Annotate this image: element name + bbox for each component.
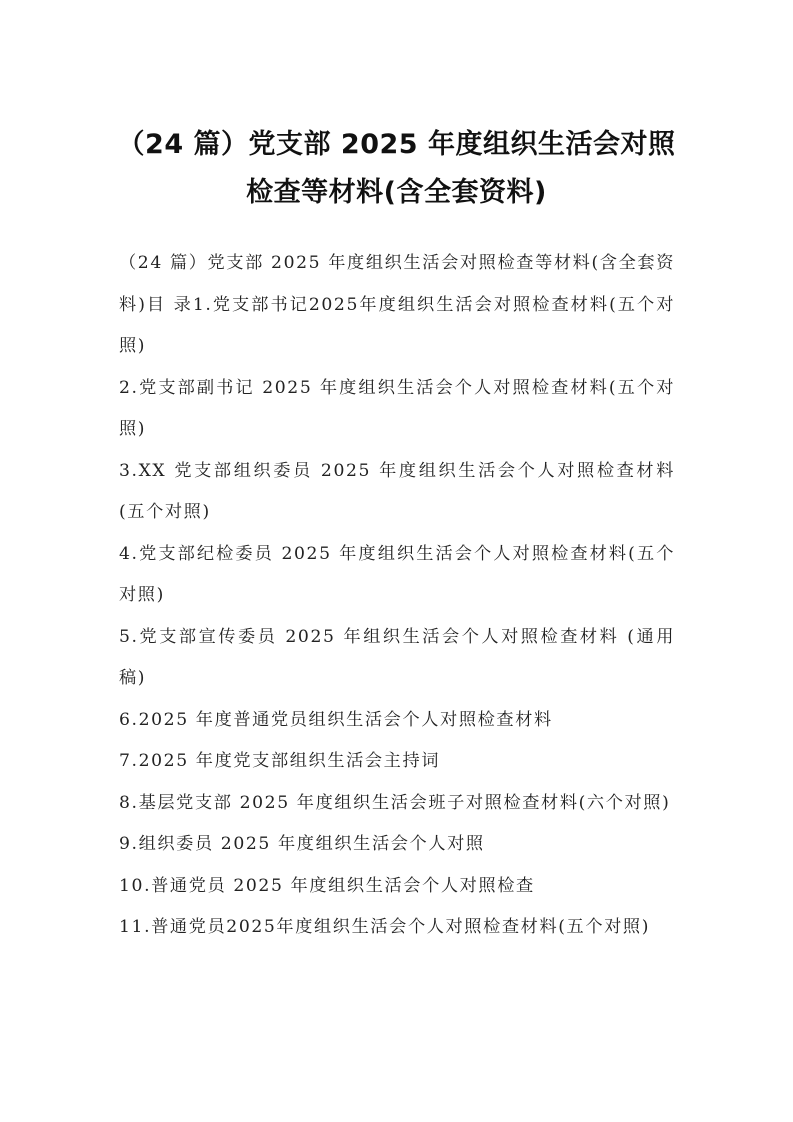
list-item: 3.XX 党支部组织委员 2025 年度组织生活会个人对照检查材料(五个对照) (119, 460, 675, 522)
list-item: 11.普通党员2025年度组织生活会个人对照检查材料(五个对照) (119, 917, 650, 937)
list-item: 9.组织委员 2025 年度组织生活会个人对照 (119, 834, 485, 854)
document-title-line-1: （24 篇）党支部 2025 年度组织生活会对照 (117, 129, 676, 160)
list-item: 6.2025 年度普通党员组织生活会个人对照检查材料 (119, 709, 553, 730)
document-body (119, 243, 675, 949)
document-title-line-2: 检查等材料(含全套资料) (246, 177, 547, 208)
list-item: 10.普通党员 2025 年度组织生活会个人对照检查 (119, 875, 535, 896)
list-item: 7.2025 年度党支部组织生活会主持词 (119, 751, 441, 771)
intro-paragraph: （24 篇）党支部 2025 年度组织生活会对照检查等材料(含全套资料)目 录1.党支部书记2025年度组织生活会对照检查材料(五个对照) (119, 253, 675, 356)
list-item: 2.党支部副书记 2025 年度组织生活会个人对照检查材料(五个对照) (119, 377, 675, 439)
list-item: 4.党支部纪检委员 2025 年度组织生活会个人对照检查材料(五个对照) (119, 543, 675, 605)
list-item: 8.基层党支部 2025 年度组织生活会班子对照检查材料(六个对照) (119, 792, 671, 813)
list-item: 5.党支部宣传委员 2025 年组织生活会个人对照检查材料 (通用稿) (119, 626, 675, 688)
